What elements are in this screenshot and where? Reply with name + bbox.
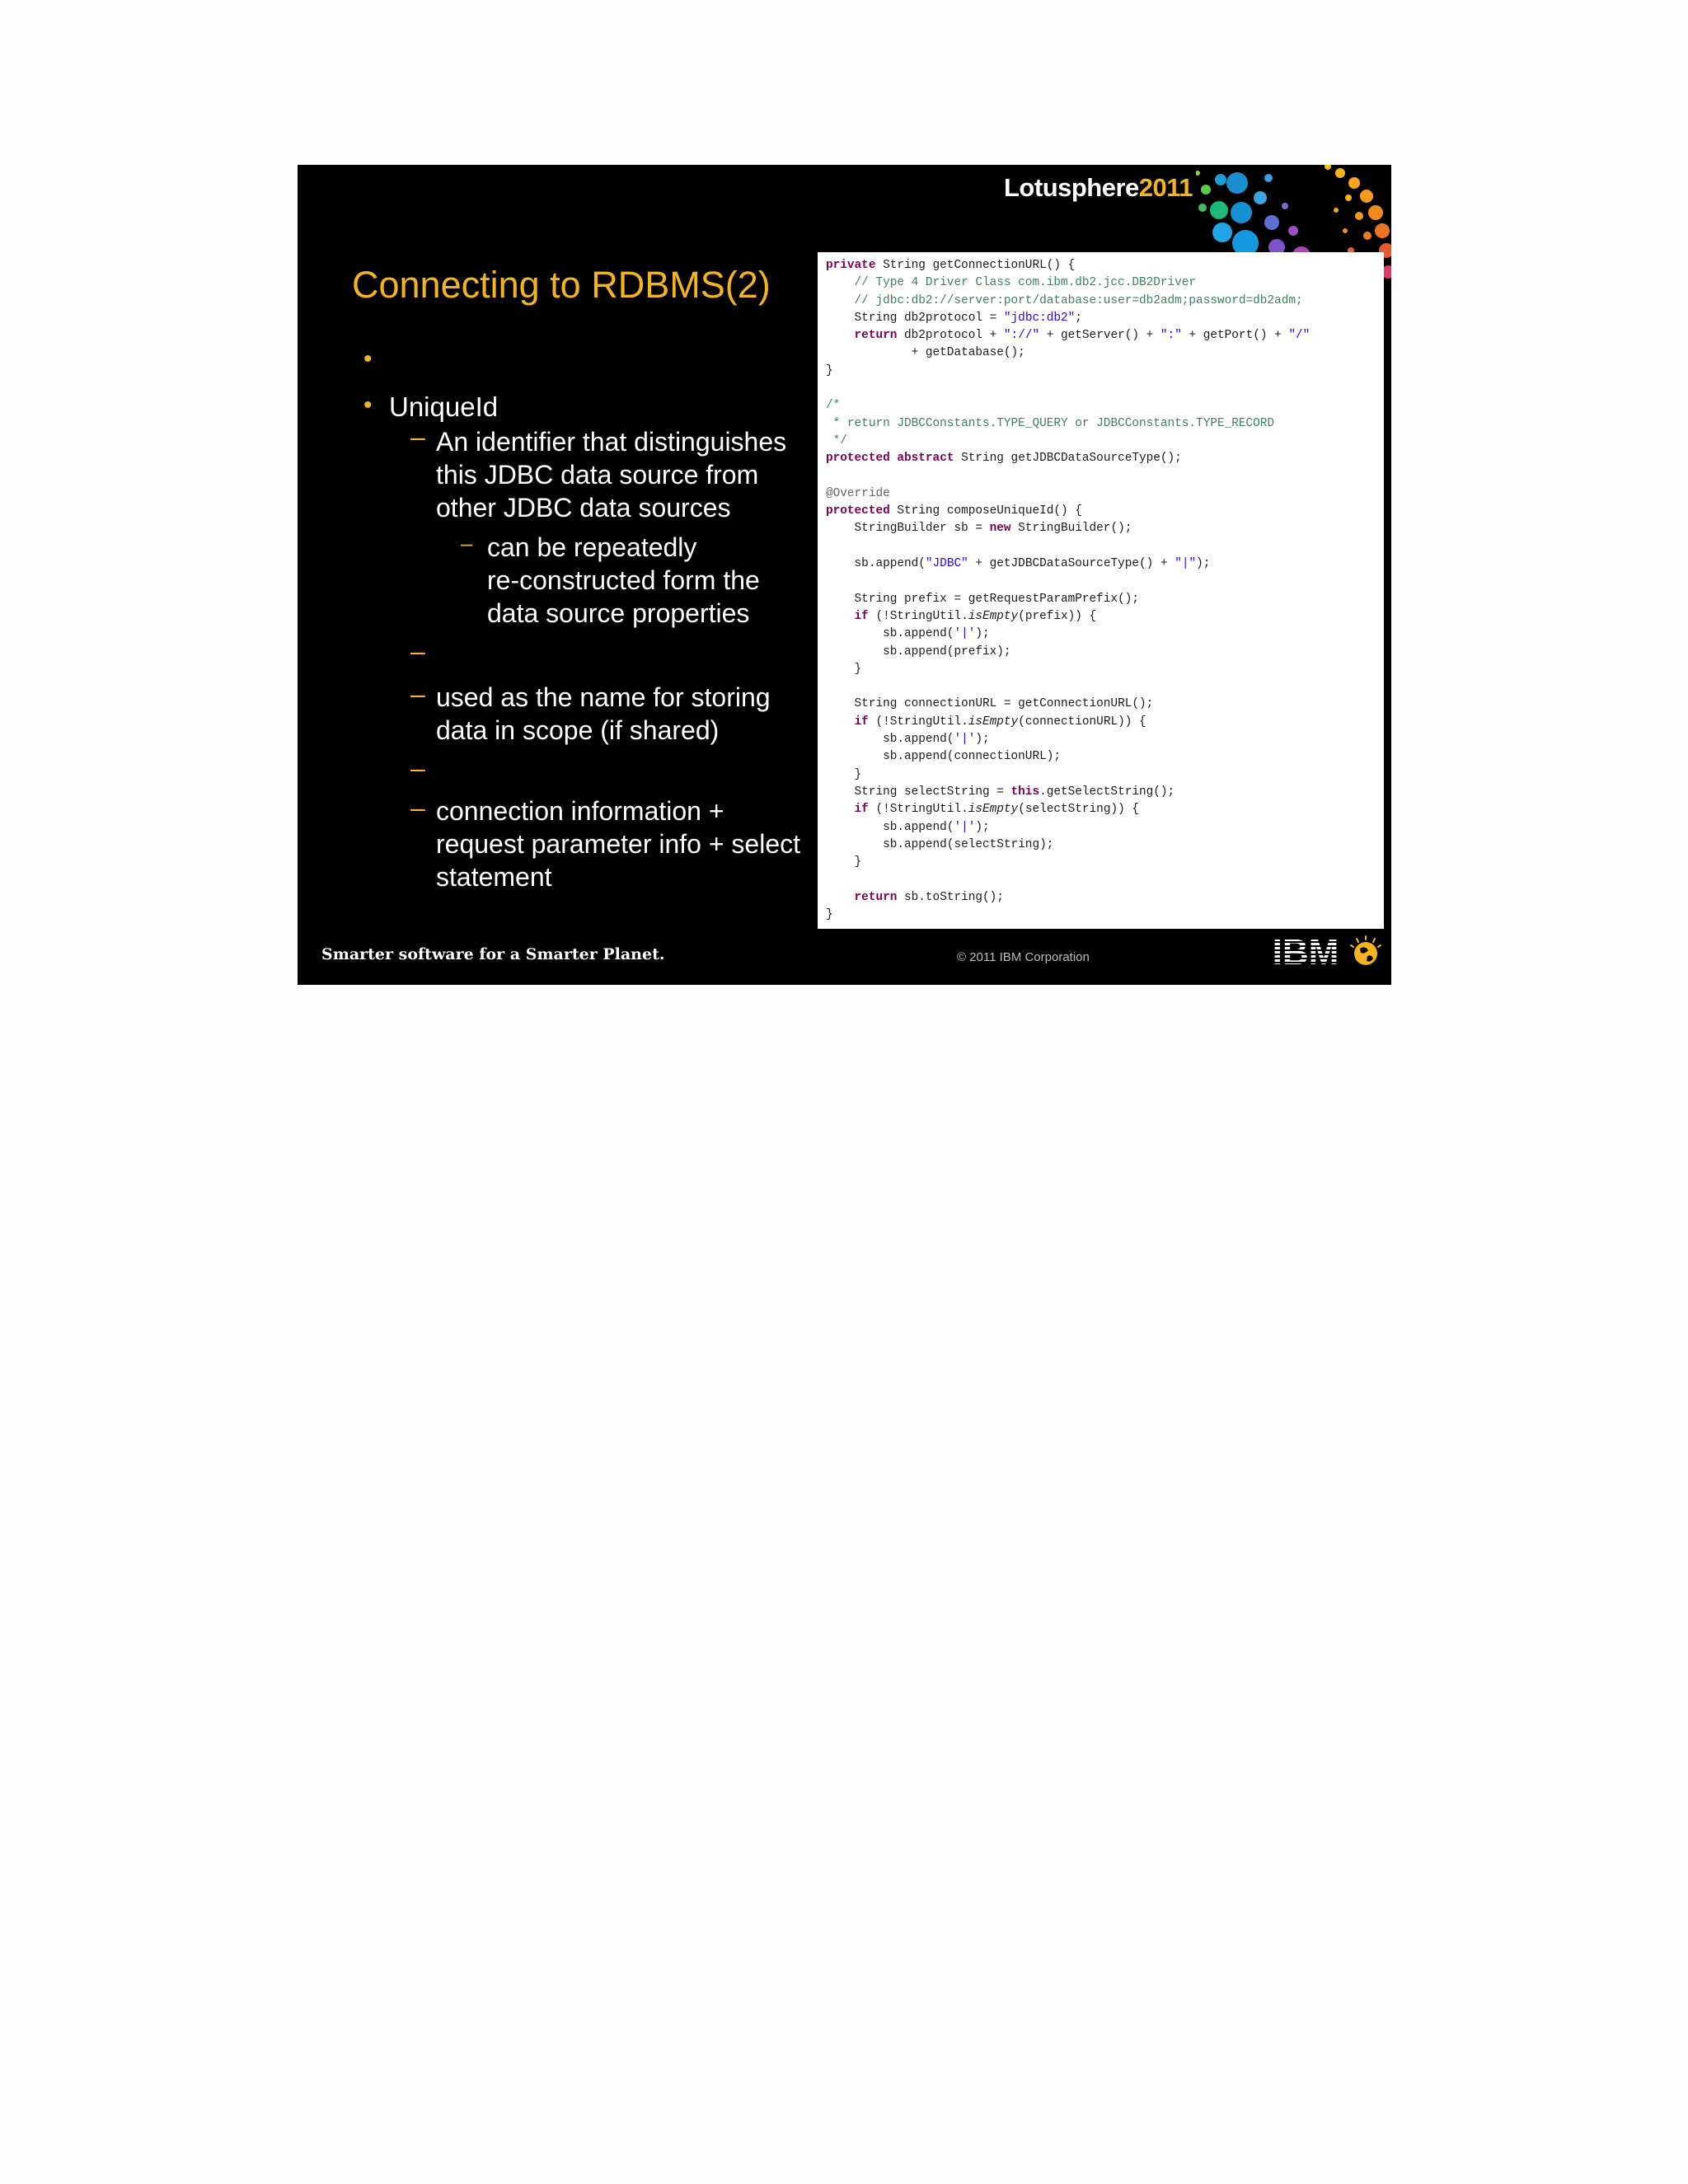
smarter-planet-icon xyxy=(1349,934,1382,968)
footer-tagline: Smarter software for a Smarter Planet. xyxy=(321,945,665,963)
bullet-line: connection information + xyxy=(436,796,724,826)
lotusphere-brand xyxy=(1004,173,1193,203)
bullet-line: request parameter info + select xyxy=(436,829,801,859)
bullet-line: can be repeatedly xyxy=(487,532,697,562)
slide xyxy=(298,165,1391,985)
ibm-logo-text: IBM xyxy=(1272,935,1339,968)
brand-name: Lotusphere xyxy=(1004,173,1139,202)
code-block: private String getConnectionURL() { // Type 4 Driver Class com.ibm.db2.jcc.DB2Driver // jdbc:db2://server:port/database:user=db2adm;password=db2adm; String db2protocol = "jdbc:db2"; return db2protocol + "://" + getServer() + ":" + getPort() + "/" + getDatabase(); } /* * return JDBCConstants.TYPE_QUERY or JDBCConstants.TYPE_RECORD */ protected abstract String getJDBCDataSourceType(); @Override protected String composeUniqueId() { StringBuilder sb = new StringBuilder(); sb.append("JDBC" + getJDBCDataSourceType() + "|"); String prefix = getRequestParamPrefix(); if (!StringUtil.isEmpty(prefix)) { sb.append('|'); sb.append(prefix); } String connectionURL = getConnectionURL(); if (!StringUtil.isEmpty(connectionURL)) { sb.append('|'); sb.append(connectionURL); } String selectString = this.getSelectString(); if (!StringUtil.isEmpty(selectString)) { sb.append('|'); sb.append(selectString); } return sb.toString(); } xyxy=(826,259,1311,921)
dash-marker: – xyxy=(410,753,425,783)
dash-marker: – xyxy=(461,531,473,555)
bullet-line: used as the name for storing xyxy=(436,682,771,712)
bullet-line: data source properties xyxy=(487,598,750,628)
brand-year: 2011 xyxy=(1138,173,1193,202)
dash-marker: – xyxy=(410,636,425,666)
bullet-item: UniqueId xyxy=(389,391,499,422)
bullet-line: An identifier that distinguishes xyxy=(436,427,787,457)
bullet-list xyxy=(298,165,825,907)
bullet-dot: • xyxy=(363,345,373,373)
slide-title: Connecting to RDBMS(2) xyxy=(352,264,771,306)
bullet-line: statement xyxy=(436,862,552,892)
ibm-logo xyxy=(1268,935,1343,968)
dash-marker: – xyxy=(410,793,425,823)
bullet-dot: • xyxy=(363,391,373,419)
footer-copyright: © 2011 IBM Corporation xyxy=(957,950,1090,964)
code-snippet xyxy=(818,252,1384,929)
bullet-line: re-constructed form the xyxy=(487,565,760,595)
bullet-line: other JDBC data sources xyxy=(436,493,731,523)
dash-marker: – xyxy=(410,679,425,709)
bullet-line: data in scope (if shared) xyxy=(436,715,720,745)
bullet-line: this JDBC data source from xyxy=(436,460,759,490)
dash-marker: – xyxy=(410,422,425,452)
